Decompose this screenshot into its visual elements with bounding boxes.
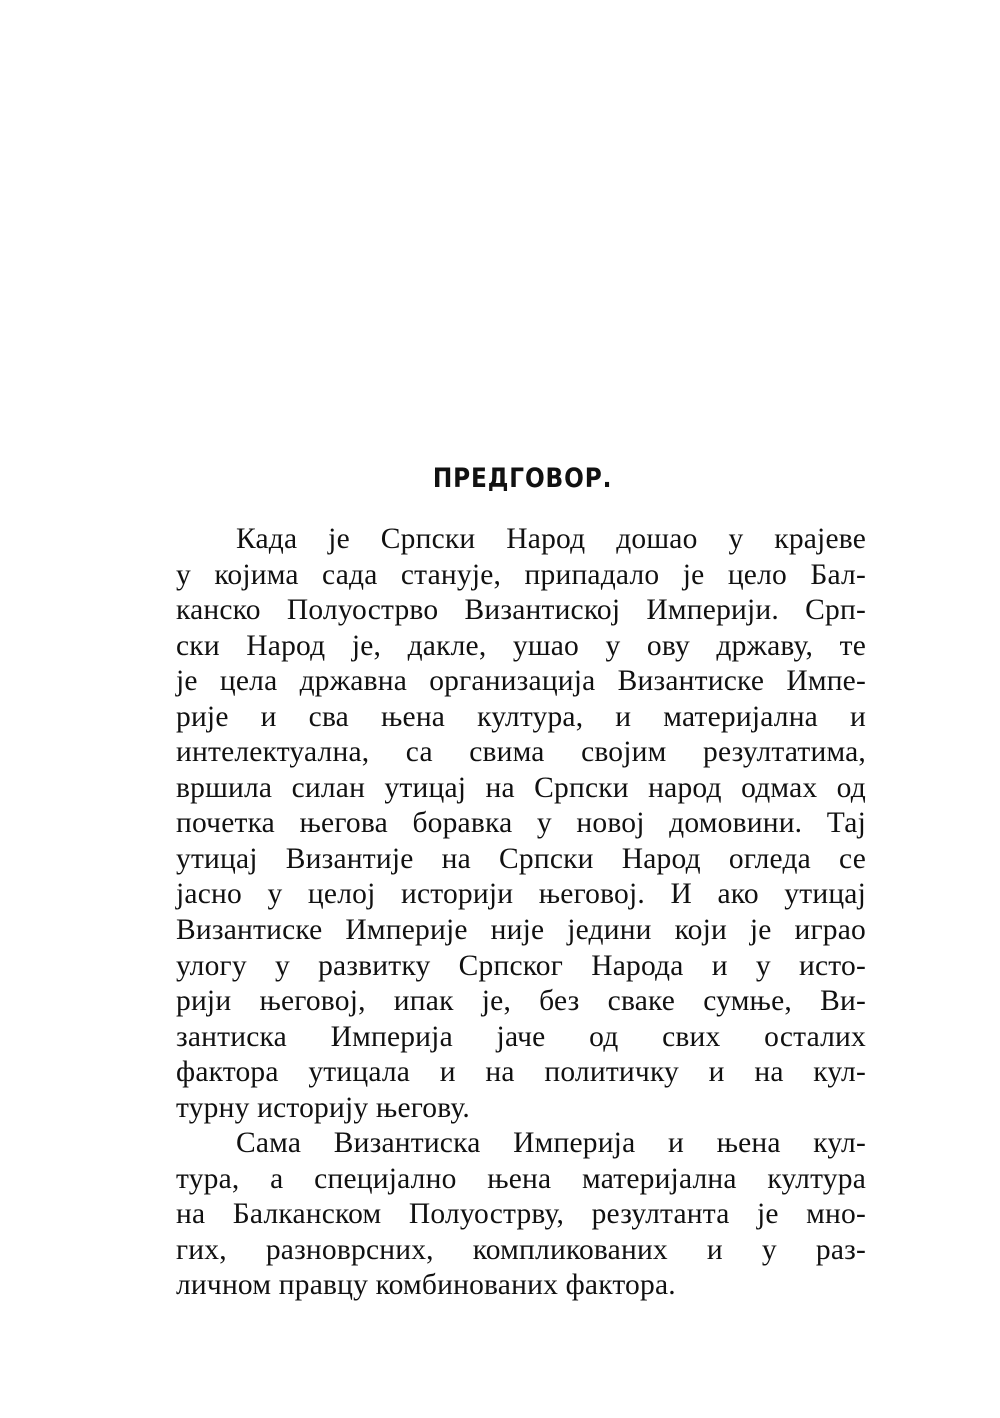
paragraph-1-line: је цела државна организација Византиске Импе- [176,665,866,698]
paragraph-1-line: фактора утицала и на политичку и на кул- [176,1056,866,1089]
paragraph-1-line: у којима сада стануje, припадало је цело Бал- [176,558,866,591]
paragraph-1-line: Када је Српски Народ дошао у крајеве [236,523,866,555]
paragraph-2-line: на Балканском Полуострву, резултанта је мно- [176,1198,866,1231]
paragraph-1-line: Византиске Империје није једини који је играо [176,914,866,947]
paragraph-1-line: ски Народ је, дакле, ушао у ову државу, те [176,629,866,662]
paragraph-1-line: рије и сва њена култура, и материјална и [176,700,866,733]
paragraph-1-line: канско Полуострво Византиској Империји. Срп- [176,594,866,627]
paragraph-2-line: личном правцу комбинованих фактора. [176,1269,676,1302]
paragraph-1-line: интелектуална, са свима својим резултатима, [176,736,866,769]
paragraph-2-line: тура, а специјално њена материјална култура [176,1162,866,1195]
paragraph-1-line: улогу у развитку Српског Народа и у исто- [176,949,866,982]
paragraph-1-line: турну историју његову. [176,1091,470,1124]
page-title: ПРЕДГОВОР. [432,463,613,494]
paragraph-1-line: вршила силан утицај на Српски народ одмах од [176,771,866,804]
paragraph-1-line: рији његовој, ипак је, без сваке сумње, Ви- [176,985,866,1018]
preface-text [176,522,866,1304]
paragraph-2-line: гих, разноврсних, компликованих и у раз- [176,1233,866,1266]
paragraph-1-line: зантиска Империја јаче од свих осталих [176,1020,866,1053]
paragraph-2-line: Сама Византиска Империја и њена кул- [236,1127,866,1160]
paragraph-1-line: јасно у целој историји његовој. И ако утицај [176,878,866,911]
paragraph-1-line: утицај Византије на Српски Народ огледа се [176,842,866,875]
paragraph-1-line: почетка његова боравка у новој домовини. Тај [176,807,866,840]
